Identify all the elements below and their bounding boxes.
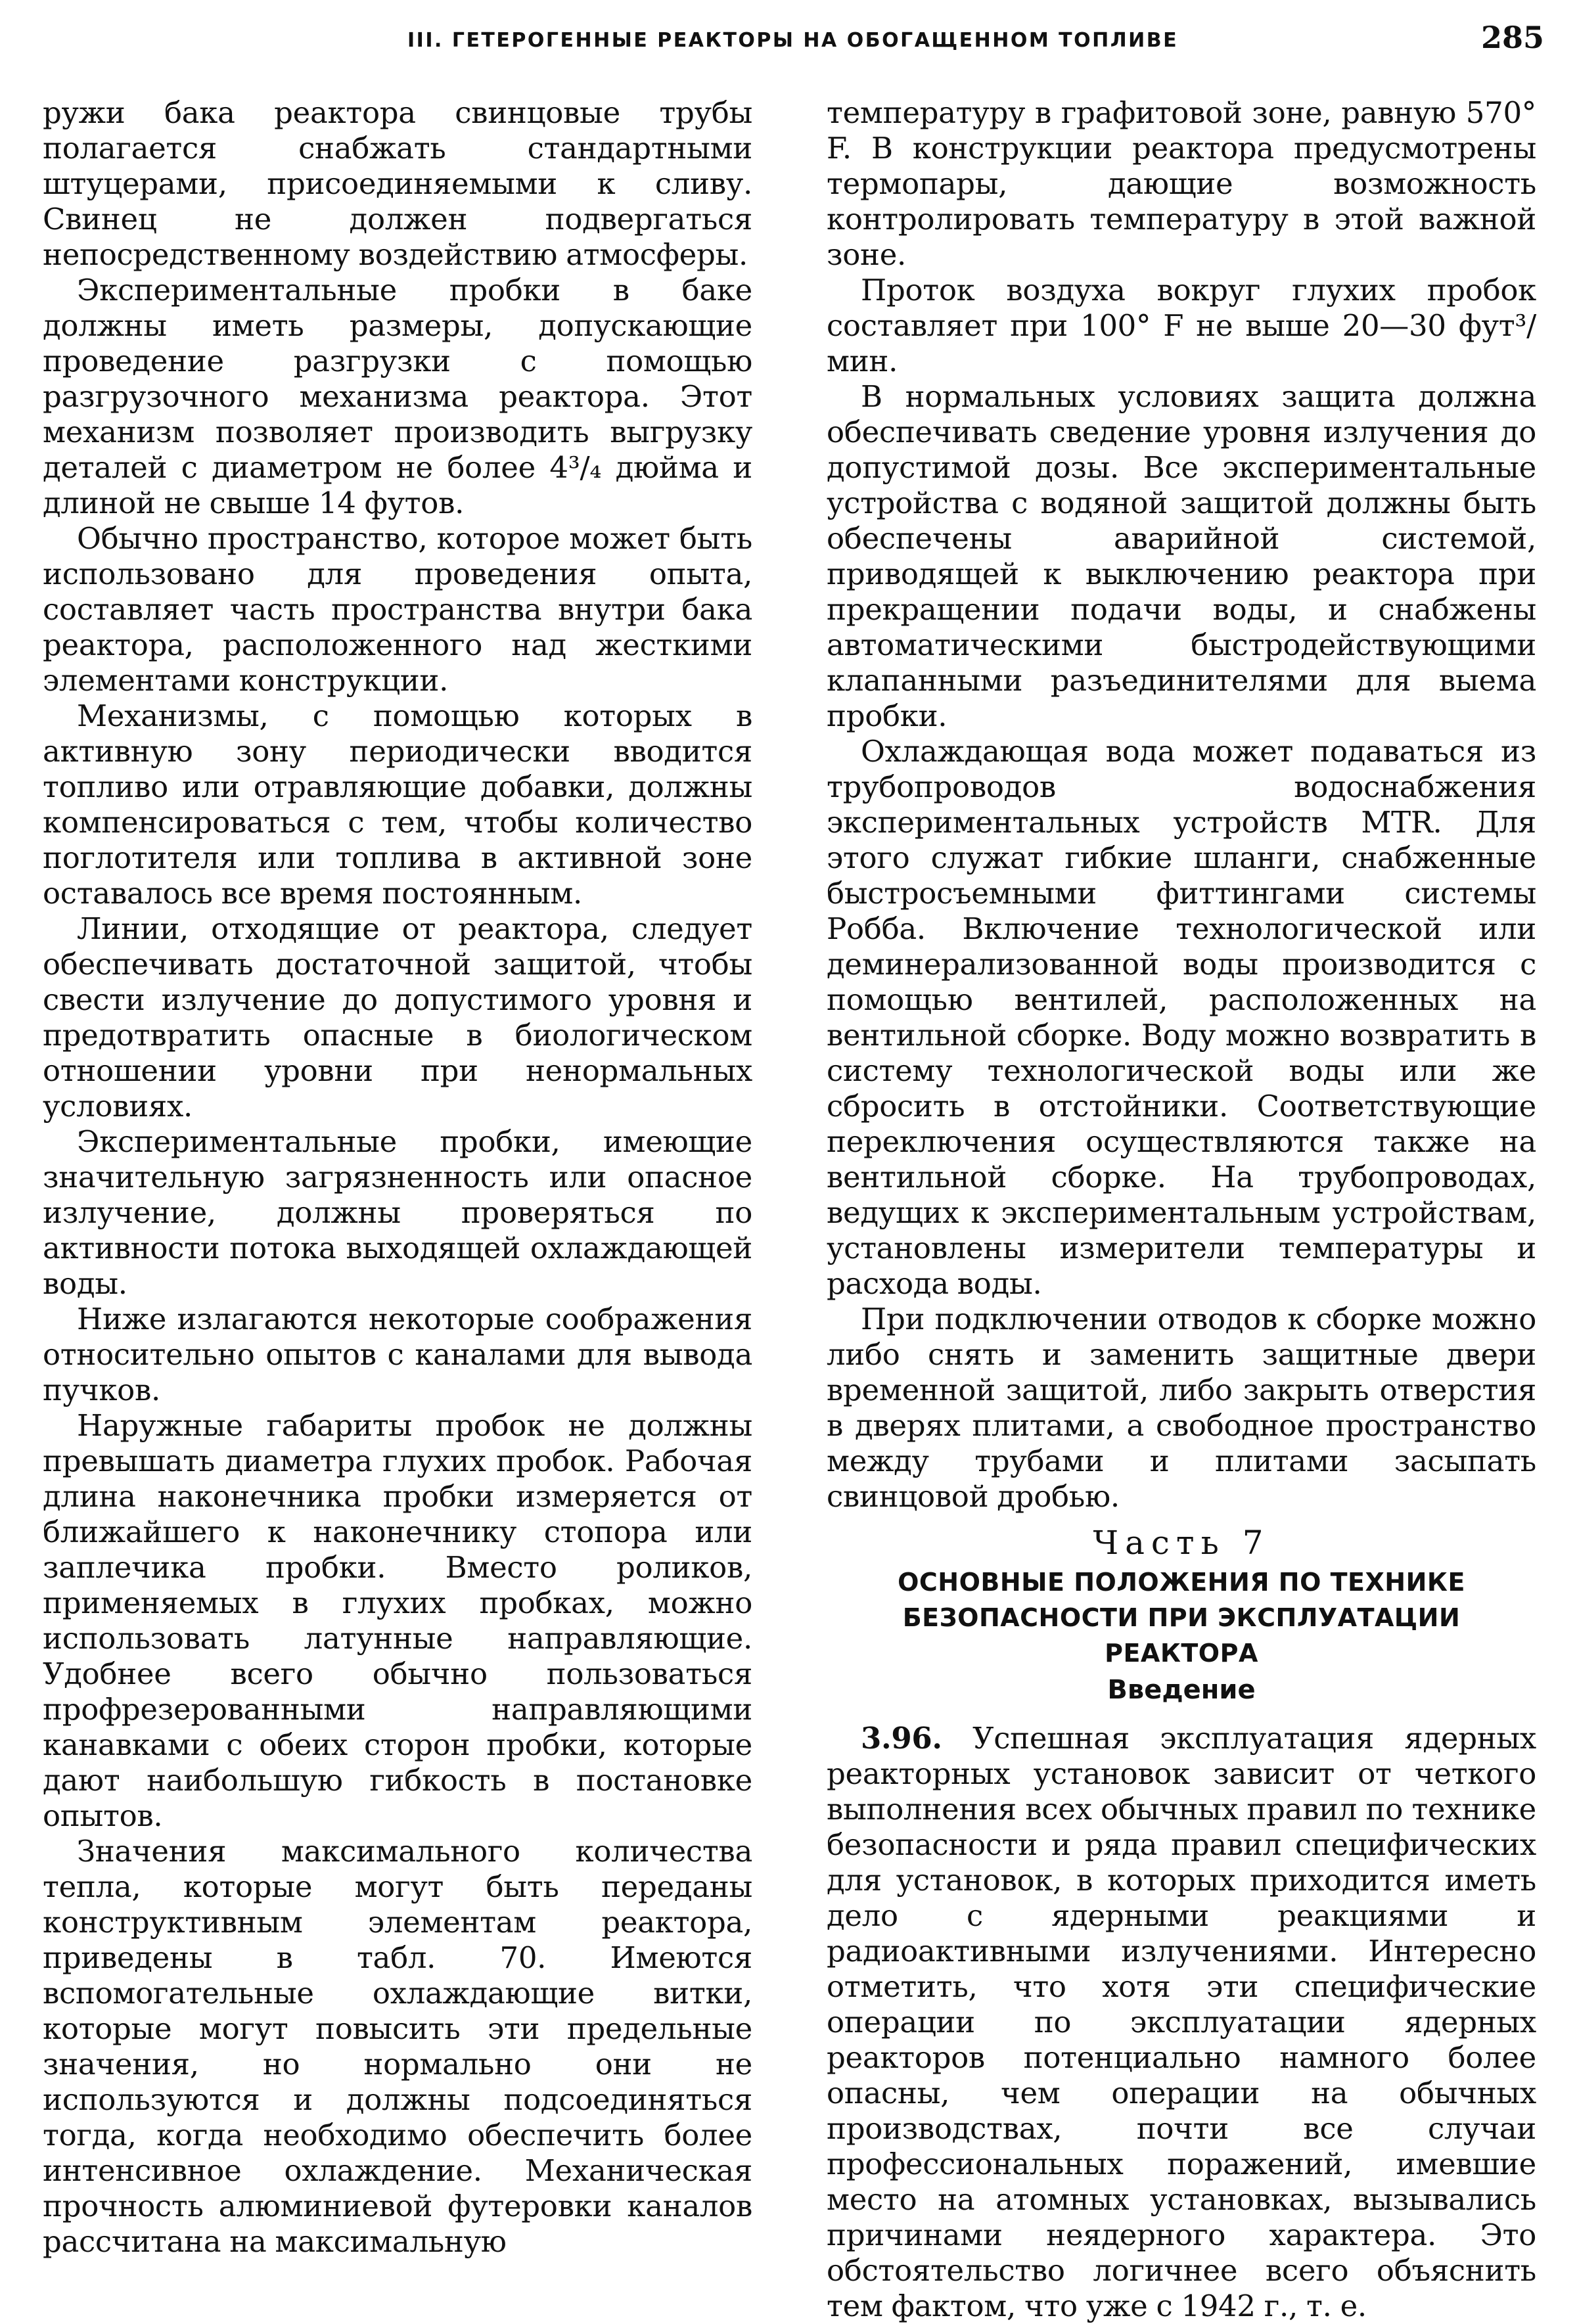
paragraph: Экспериментальные пробки, имеющие значительную загрязненность или опасное излучение, должны проверяться по активности потока выходящей охлаждающей воды. <box>43 1124 752 1301</box>
numbered-paragraph <box>827 1721 1536 2324</box>
paragraph: Значения максимального количества тепла, которые могут быть переданы конструктивным элементам реактора, приведены в табл. 70. Имеются вспомогательные охлаждающие витки, которые могут повысить эти предельные значения, но нормально они не используются и должны подсоединяться тогда, когда необходимо обеспечить более интенсивное охлаждение. Механическая прочность алюминиевой футеровки каналов рассчитана на максимальную <box>43 1834 752 2259</box>
paragraph: Наружные габариты пробок не должны превышать диаметра глухих пробок. Рабочая длина наконечника пробки измеряется от ближайшего к наконечнику стопора или заплечика пробки. Вместо роликов, применяемых в глухих пробках, можно использовать латунные направляющие. Удобнее всего обычно пользоваться профрезерованными направляющими канавками с обеих сторон пробки, которые дают наибольшую гибкость в постановке опытов. <box>43 1408 752 1833</box>
right-column <box>827 95 1536 2324</box>
paragraph: Ниже излагаются некоторые соображения относительно опытов с каналами для вывода пучков. <box>43 1302 752 1407</box>
paragraph: Экспериментальные пробки в баке должны иметь размеры, допускающие проведение разгрузки с помощью разгрузочного механизма реактора. Этот механизм позволяет производить выгрузку деталей с диаметром не более 4³/₄ дюйма и длиной не свыше 14 футов. <box>43 273 752 520</box>
paragraph: температуру в графитовой зоне, равную 570° F. В конструкции реактора предусмотрены термопары, дающие возможность контролировать температуру в этой важной зоне. <box>827 95 1536 272</box>
paragraph: ружи бака реактора свинцовые трубы полагается снабжать стандартными штуцерами, присоединяемыми к сливу. Свинец не должен подвергаться непосредственному воздействию атмосферы. <box>43 95 752 272</box>
page-header <box>0 0 1577 85</box>
part-label: Часть 7 <box>1093 1524 1270 1562</box>
paragraph-number: 3.96. <box>861 1721 942 1756</box>
page-number: 285 <box>1480 20 1544 55</box>
paragraph: Линии, отходящие от реактора, следует обеспечивать достаточной защитой, чтобы свести излучение до допустимого уровня и предотвратить опасные в биологическом отношении уровни при ненормальных условиях. <box>43 911 752 1124</box>
paragraph-text: Успешная эксплуатация ядерных реакторных установок зависит от четкого выполнения всех обычных правил по технике безопасности и ряда правил специфических для установок, в которых приходится иметь дело с ядерными реакциями и радиоактивными излучениями. Интересно отметить, что хотя эти специфические операции по эксплуатации ядерных реакторов потенциально намного более опасны, чем операции на обычных производствах, почти все случаи профессиональных поражений, имевшие место на атомных установках, вызывались причинами неядерного характера. Это обстоятельство логичнее всего объяснить тем фактом, что уже с 1942 г., т. е. <box>827 1721 1536 2323</box>
section-title-line-1: ОСНОВНЫЕ ПОЛОЖЕНИЯ ПО ТЕХНИКЕ <box>898 1568 1465 1597</box>
section-title-line-2: БЕЗОПАСНОСТИ ПРИ ЭКСПЛУАТАЦИИ РЕАКТОРА <box>902 1603 1461 1668</box>
paragraph: В нормальных условиях защита должна обеспечивать сведение уровня излучения до допустимой дозы. Все экспериментальные устройства с водяной защитой должны быть обеспечены аварийной системой, приводящей к выключению реактора при прекращении подачи воды, и снабжены автоматическими быстродействующими клапанными разъединителями для выема пробки. <box>827 379 1536 733</box>
section-subtitle: Введение <box>1107 1675 1256 1705</box>
paragraph: Механизмы, с помощью которых в активную зону периодически вводится топливо или отравляющие добавки, должны компенсироваться с тем, чтобы количество поглотителя или топлива в активной зоне оставалось все время постоянным. <box>43 698 752 911</box>
paragraph: Обычно пространство, которое может быть использовано для проведения опыта, составляет часть пространства внутри бака реактора, расположенного над жесткими элементами конструкции. <box>43 521 752 698</box>
part-heading <box>827 1521 1536 1709</box>
paragraph: Проток воздуха вокруг глухих пробок составляет при 100° F не выше 20—30 фут³/мин. <box>827 273 1536 378</box>
left-column <box>43 95 752 2260</box>
paragraph: При подключении отводов к сборке можно либо снять и заменить защитные двери временной защитой, либо закрыть отверстия в дверях плитами, а свободное пространство между трубами и плитами засыпать свинцовой дробью. <box>827 1302 1536 1514</box>
running-title: III. ГЕТЕРОГЕННЫЕ РЕАКТОРЫ НА ОБОГАЩЕННОМ ТОПЛИВЕ <box>407 29 1179 52</box>
paragraph: Охлаждающая вода может подаваться из трубопроводов водоснабжения экспериментальных устройств MTR. Для этого служат гибкие шланги, снабженные быстросъемными фиттингами системы Робба. Включение технологической или деминерализованной воды производится с помощью вентилей, расположенных на вентильной сборке. Воду можно возвратить в систему технологической воды или же сбросить в отстойники. Соответствующие переключения осуществляются также на вентильной сборке. На трубопроводах, ведущих к экспериментальным устройствам, установлены измерители температуры и расхода воды. <box>827 734 1536 1301</box>
